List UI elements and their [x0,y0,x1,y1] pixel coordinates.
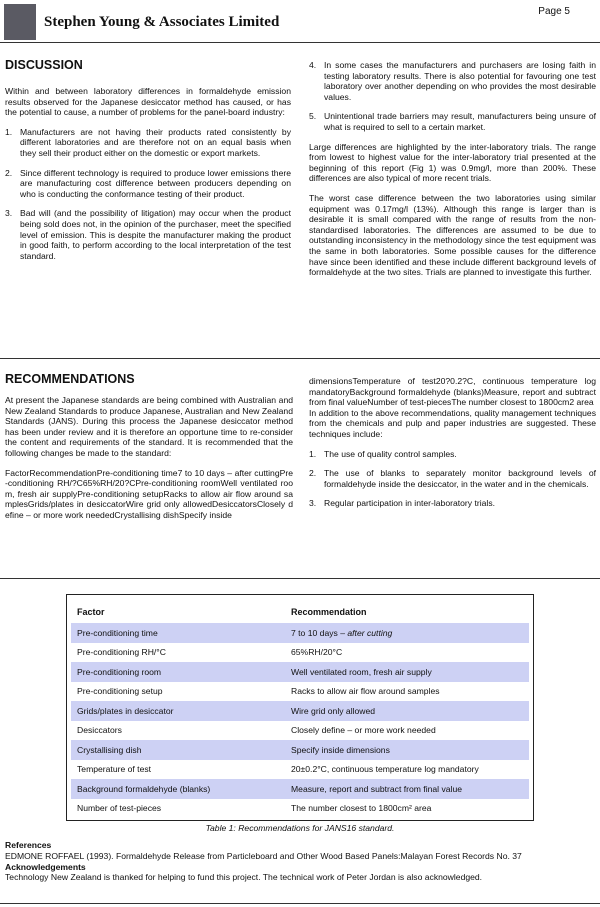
list-item: 1. The use of quality control samples. [309,448,457,459]
table-header-row [71,601,529,623]
discussion-right-column [309,60,596,287]
recommendations-left-column [5,372,293,530]
paragraph: At present the Japanese standards are being combined with Australian and New Zealand Standards to produce Japanese, Australian and New Zealand Standards (JANS). During this process the Japanese desiccator method has been under review and it is therefore an opportune time to re-consider the content and requirements of the standard. It is recommended that the following changes be made to the standard: [5,395,293,458]
table-caption: Table 1: Recommendations for JANS16 standard. [205,823,395,833]
table-row: Grids/plates in desiccator Wire grid only allowed [71,701,529,721]
paragraph: dimensionsTemperature of test20?0.2?C, continuous temperature log mandatoryBackground formaldehyde (blanks)Measure, report and subtract from final valueNumber of test-piecesThe number closest to 1800cm2 area [309,376,596,408]
acknowledgements-heading: Acknowledgements [5,861,86,872]
references-section [5,840,597,883]
list-item: 2. The use of blanks to separately monitor background levels of formaldehyde inside the desiccator, in the water and in the chemicals. [309,468,596,489]
header-rule [0,42,600,43]
paragraph: FactorRecommendationPre-conditioning time7 to 10 days – after cuttingPre-conditioning RH/?C65%RH/20?CPre-conditioning roomWell ventilated room, fresh air supplyPre-conditioning setupRacks to allow air flow around samplesGrids/plates in desiccatorWire grid only allowedDesiccatorsClosely define – or more work neededCrystallising dishSpecify inside [5,467,293,520]
footer-rule [0,903,600,904]
section-rule [0,358,600,359]
table-row: Pre-conditioning time 7 to 10 days – after cutting [71,623,529,643]
table-header-recommendation: Recommendation [291,607,367,617]
list-item: 2. Since different technology is required to produce lower emissions there are manufacturing cost difference between producers depending on who is conducting the conformance testing of their product. [5,167,291,199]
recommendations-heading: RECOMMENDATIONS [5,372,135,386]
acknowledgements-text: Technology New Zealand is thanked for helping to fund this project. The technical work of Peter Jordan is also acknowledged. [5,872,483,883]
table-row: Background formaldehyde (blanks) Measure, report and subtract from final value [71,779,529,799]
paragraph: In addition to the above recommendations, quality management techniques from the chemicals and pulp and paper industries are suggested. These techniques include: [309,407,596,439]
table-row: Crystallising dish Specify inside dimensions [71,740,529,760]
list-item: 3. Regular participation in inter-laboratory trials. [309,498,495,509]
company-name: Stephen Young & Associates Limited [44,14,280,30]
table-row: Number of test-pieces The number closest to 1800cm² area [77,803,432,814]
page-number: Page 5 [538,6,570,17]
table-row: Desiccators Closely define – or more work needed [77,725,436,736]
list-item: 4. In some cases the manufacturers and purchasers are losing faith in testing laboratory results. There is also potential for favouring one test laboratory over another depending on who provides the most desirable values. [309,60,596,102]
table-row: Pre-conditioning setup Racks to allow air flow around samples [77,686,440,697]
discussion-intro: Within and between laboratory differences in formaldehyde emission results observed for the Japanese desiccator method has caused, or has the potential to cause, a number of problems for the panel-board industry: [5,86,291,118]
paragraph: The worst case difference between the two laboratories using similar equipment was 0.17mg/l (13%). Although this range is larger than is desirable it is small compared with the range of results from the non-standardised laboratories. The differences are assumed to be due to outstanding inconsistency in the methodology since the test equipment was the same in both laboratories. Some possible causes for the difference have since been identified and these include different background levels of formaldehyde at the two sites. Trials are planned to investigate this further. [309,192,596,278]
recommendations-right-column [309,376,596,518]
reference-entry: EDMONE ROFFAEL (1993). Formaldehyde Release from Particleboard and Other Wood Based Panels:Malayan Forest Records No. 37 [5,850,522,861]
table-row: Pre-conditioning room Well ventilated room, fresh air supply [71,662,529,682]
list-item: 3. Bad will (and the possibility of litigation) may occur when the product being sold does not, in the opinion of the purchaser, meet the specified level of emission. This is despite the manufacturer making the product in good faith, to perform according to the local interpretation of the test standard. [5,208,291,261]
table-header-factor: Factor [77,607,105,617]
list-item: 5. Unintentional trade barriers may result, manufacturers being unsure of what is required to sell to a certain market. [309,111,596,132]
discussion-heading: DISCUSSION [5,58,83,72]
references-heading: References [5,840,52,850]
company-logo [4,4,36,40]
table-row: Temperature of test 20±0.2°C, continuous temperature log mandatory [77,764,479,775]
recommendations-table [71,601,529,818]
paragraph: Large differences are highlighted by the inter-laboratory trials. The range from lowest to highest value for the inter-laboratory trial presented at the beginning of this report (Fig 1) was 0.9mg/l, more than 200%. These differences are also typical of more recent trials. [309,141,596,184]
section-rule [0,578,600,579]
table-row: Pre-conditioning RH/°C 65%RH/20°C [77,647,343,658]
list-item: 1. Manufacturers are not having their products rated consistently by different laboratories and are therefore not on an equal basis when they sell their product either on the domestic or export markets. [5,126,291,158]
discussion-left-column [5,58,291,270]
